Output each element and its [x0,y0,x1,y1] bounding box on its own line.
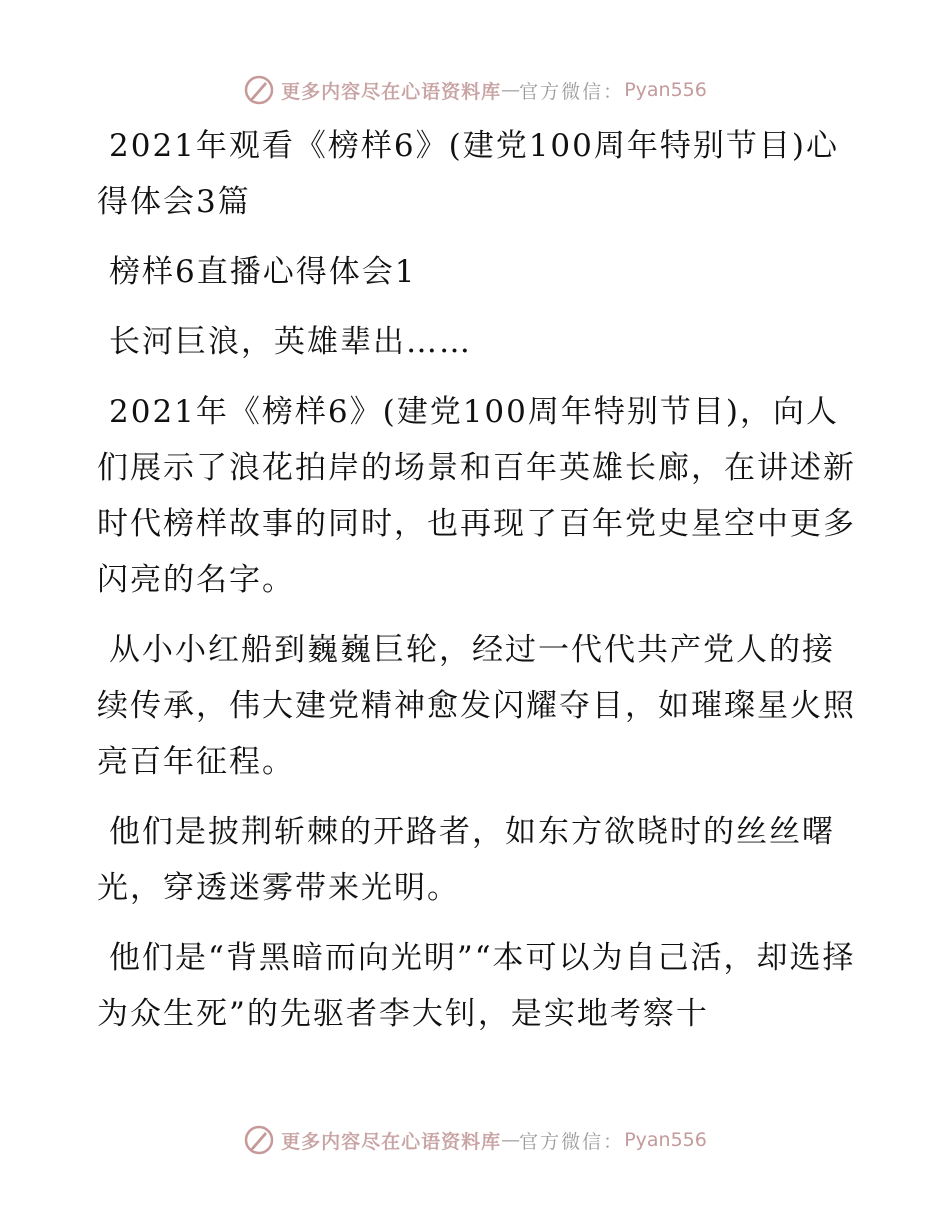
paragraph: 长河巨浪，英雄辈出…… [109,324,472,360]
paragraph: 从小小红船到巍巍巨轮，经过一代代共产党人的接续传承，伟大建党精神愈发闪耀夺目，如璀璨星火照亮百年征程。 [97,632,856,780]
watermark-brand: 更多内容尽在心语资料库 [281,1130,502,1153]
paragraph: 2021年《榜样6》(建党100周年特别节目)，向人们展示了浪花拍岸的场景和百年英雄长廊，在讲述新时代榜样故事的同时，也再现了百年党史星空中更多闪亮的名字。 [97,394,856,598]
quill-logo-icon [243,74,275,106]
watermark-dash: — [501,79,520,101]
watermark-brand: 更多内容尽在心语资料库 [281,80,502,103]
watermark-wechat-id: Pyan556 [624,79,707,101]
watermark-wechat-label: 官方微信： [519,1130,625,1153]
header-watermark-banner [0,70,950,110]
section-heading: 榜样6直播心得体会1 [109,254,417,290]
watermark-wechat-label: 官方微信： [519,80,625,103]
footer-watermark-banner [0,1120,950,1160]
document-body [97,118,857,1056]
document-title: 2021年观看《榜样6》(建党100周年特别节目)心得体会3篇 [97,128,839,220]
paragraph: 他们是“背黑暗而向光明”“本可以为自己活，却选择为众生死”的先驱者李大钊，是实地考察十 [97,940,856,1032]
watermark-wechat-id: Pyan556 [624,1129,707,1151]
paragraph: 他们是披荆斩棘的开路者，如东方欲晓时的丝丝曙光，穿透迷雾带来光明。 [97,814,835,906]
watermark-dash: — [501,1129,520,1151]
quill-logo-icon [243,1124,275,1156]
